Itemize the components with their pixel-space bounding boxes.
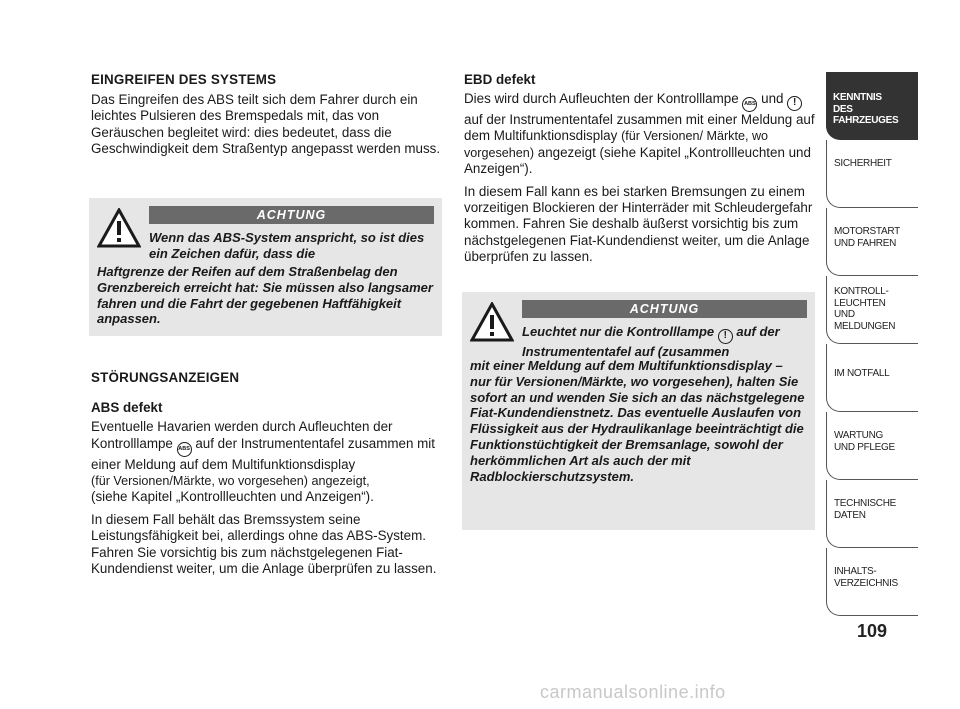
achtung-label: ACHTUNG [149,206,434,224]
warning-text-first: Wenn das ABS-System anspricht, so ist dies ein Zeichen dafür, dass die [149,230,425,261]
tab-kenntnis[interactable]: KENNTNIS DES FAHRZEUGES [826,72,918,140]
tab-technische-daten[interactable]: TECHNISCHE DATEN [826,480,918,548]
tab-im-notfall[interactable]: IM NOTFALL [826,344,918,412]
tab-motorstart[interactable]: MOTORSTART UND FAHREN [826,208,918,276]
intro-paragraph: Das Eingreifen des ABS teilt sich dem Fahrer durch ein leichtes Pulsieren des Bremspedals mit, das von Geräuschen begleitet wird: dies bedeutet, dass die Geschwindigkeit dem Straßentyp angepasst werden muss. [91,92,441,156]
tab-inhaltsverzeichnis[interactable]: INHALTS- VERZEICHNIS [826,548,918,616]
warning-header [97,206,434,268]
brake-warning-lamp-icon: ! [787,96,802,111]
faults-section [91,370,443,584]
warning-header [470,300,807,362]
warning-text-rest: mit einer Meldung auf dem Multifunktionsdisplay – nur für Versionen/Märkte, wo vorgesehen), halten Sie sofort an und wenden Sie sich an das nächstgelegene Fiat-Kundendienstnetz. Das eventuelle Auslaufen von Flüssigkeit aus der Hydraulikanlage beeinträchtigt die Funktionstüchtigkeit der Bremsanlage, sowohl der herkömmlichen Art als auch der mit Radblockierschutzsystem. [470,358,805,484]
right-column [464,72,816,272]
tab-sicherheit[interactable]: SICHERHEIT [826,140,918,208]
abs-warning-lamp-icon: ABS [742,97,757,112]
warning-text-rest: Haftgrenze der Reifen auf dem Straßenbelag den Grenzbereich erreicht hat: Sie müssen also langsamer fahren und die Fahrt der gegebenen Haftfähigkeit anpassen. [97,264,433,327]
ebd-defect-paragraph: Dies wird durch Aufleuchten der Kontrolllampe ABS und ! auf der Instrumententafel zusammen mit einer Meldung auf dem Multifunktionsdisplay (für Versionen/ Märkte, wo vorgesehen) angezeigt (siehe Kapitel „Kontrollleuchten und Anzeigen“). [464,91,815,176]
abs-defect-paragraph: Eventuelle Havarien werden durch Aufleuchten der Kontrolllampe ABS auf der Instrumententafel zusammen mit einer Meldung auf dem Multifunktionsdisplay (für Versionen/Märkte, wo vorgesehen) angezeigt, (siehe Kapitel „Kontrollleuchten und Anzeigen“). [91,419,435,505]
watermark: carmanualsonline.info [540,682,726,702]
ebd-risk-paragraph: In diesem Fall kann es bei starken Bremsungen zu einem vorzeitigen Blockieren der Hinterräder mit Schleudergefahr kommen. Fahren Sie deshalb äußerst vorsichtig bis zum nächstgelegenen Fiat-Kundendienst weiter, um die Anlage überprüfen zu lassen. [464,184,813,264]
abs-warning-lamp-icon: ABS [177,442,192,457]
ebd-defect-heading: EBD defekt [464,72,536,87]
warning-triangle-icon [470,302,514,342]
left-column [91,72,443,164]
chapter-sidebar [826,72,918,616]
page-number: 109 [856,621,888,641]
warning-text-first: Leuchtet nur die Kontrolllampe ! auf der Instrumententafel auf (zusammen [522,324,780,359]
warning-box-ebd [462,292,815,530]
tab-kontrollleuchten[interactable]: KONTROLL- LEUCHTEN UND MELDUNGEN [826,276,918,344]
warning-triangle-icon [97,208,141,248]
warning-box-abs [89,198,442,336]
tab-wartung[interactable]: WARTUNG UND PFLEGE [826,412,918,480]
faults-heading: STÖRUNGSANZEIGEN [91,370,240,385]
abs-fallback-paragraph: In diesem Fall behält das Bremssystem seine Leistungsfähigkeit bei, allerdings ohne das ABS-System. Fahren Sie vorsichtig bis zum nächstgelegenen Fiat-Kundendienst weiter, um die Anlage überprüfen zu lassen. [91,512,437,576]
achtung-label: ACHTUNG [522,300,807,318]
abs-defect-heading: ABS defekt [91,400,163,416]
section-heading-eingreifen: EINGREIFEN DES SYSTEMS [91,72,277,87]
brake-warning-lamp-icon: ! [718,329,733,344]
